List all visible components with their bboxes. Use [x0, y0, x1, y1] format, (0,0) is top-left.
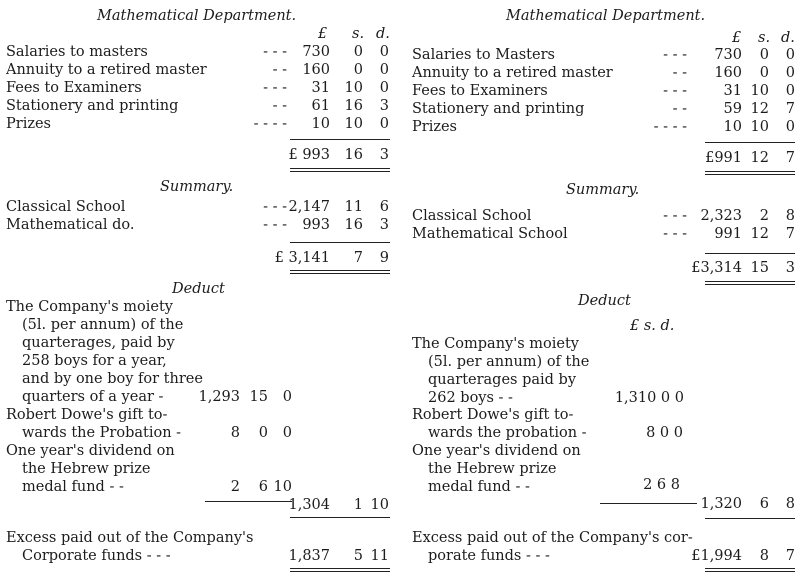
right-math-item-pence: 0 — [785, 65, 795, 81]
right-math-item-shillings: 10 — [750, 119, 769, 135]
left-math-total-shillings: 16 — [344, 147, 363, 163]
right-math-item-pounds: 31 — [723, 83, 742, 99]
left-moiety-line: quarters of a year - — [22, 389, 164, 405]
right-dividend-line: medal fund - - — [428, 479, 530, 495]
left-math-item-shillings: 16 — [344, 98, 363, 114]
left-header-shillings: s. — [352, 26, 365, 42]
left-math-item-dashes: - - - - — [253, 116, 287, 132]
left-excess-pence: 11 — [370, 548, 389, 564]
right-dividend-amount: 2 6 8 — [643, 477, 680, 493]
right-math-total-shillings: 12 — [750, 150, 769, 166]
left-excess-line: Corporate funds - - - — [22, 548, 171, 564]
right-math-item-label: Salaries to Masters — [412, 47, 555, 63]
right-moiety-line: (5l. per annum) of the — [428, 354, 590, 370]
right-summary-item-dashes: - - - — [663, 226, 687, 242]
right-math-item-dashes: - - - - — [653, 119, 687, 135]
right-math-total-pounds: £991 — [705, 150, 742, 166]
right-math-total-pence: 7 — [785, 150, 795, 166]
right-math-heading: Mathematical Department. — [506, 8, 706, 24]
left-math-item-pounds: 160 — [302, 62, 330, 78]
left-math-item-label: Stationery and printing — [6, 98, 179, 114]
left-math-item-pence: 3 — [379, 98, 389, 114]
left-math-item-pounds: 10 — [311, 116, 330, 132]
right-math-item-shillings: 0 — [759, 65, 769, 81]
right-excess-rule — [705, 568, 795, 569]
right-math-item-dashes: - - - — [663, 47, 687, 63]
right-math-item-label: Stationery and printing — [412, 101, 585, 117]
right-excess-rule — [705, 571, 795, 572]
left-math-total-rule — [290, 171, 390, 172]
right-deduct-total-pence: 8 — [785, 496, 795, 512]
right-deduct-total-rule — [705, 518, 795, 519]
right-dowe-line: wards the probation - — [428, 425, 587, 441]
left-math-item-shillings: 0 — [353, 62, 363, 78]
left-dividend-line: One year's dividend on — [6, 443, 175, 459]
right-math-item-label: Fees to Examiners — [412, 83, 548, 99]
left-math-item-dashes: - - - — [263, 44, 287, 60]
left-deduct-total-pence: 10 — [370, 497, 389, 513]
left-math-item-pounds: 61 — [311, 98, 330, 114]
right-dividend-line: One year's dividend on — [412, 443, 581, 459]
right-moiety-amount: 1,310 0 0 — [614, 390, 684, 406]
left-math-item-pence: 0 — [379, 116, 389, 132]
left-math-item-dashes: - - — [272, 62, 287, 78]
left-math-rule — [290, 139, 390, 140]
right-math-item-label: Annuity to a retired master — [412, 65, 613, 81]
left-header-pence: d. — [376, 26, 390, 42]
right-header-pound: £ — [732, 30, 742, 46]
right-summary-item-pounds: 2,323 — [700, 208, 742, 224]
left-excess-line: Excess paid out of the Company's — [6, 530, 254, 546]
right-deduct-total-shillings: 6 — [759, 496, 769, 512]
right-summary-item-pence: 8 — [785, 208, 795, 224]
right-moiety-line: quarterages paid by — [428, 372, 577, 388]
left-dowe-line: wards the Probation - — [22, 425, 182, 441]
left-excess-rule — [290, 568, 390, 569]
left-math-item-pence: 0 — [379, 44, 389, 60]
left-math-item-pence: 0 — [379, 80, 389, 96]
right-moiety-line: The Company's moiety — [412, 336, 579, 352]
left-deduct-total-shillings: 1 — [353, 497, 363, 513]
right-deduct-heading: Deduct — [578, 293, 631, 309]
left-summary-item-shillings: 16 — [344, 217, 363, 233]
left-dowe-line: Robert Dowe's gift to- — [6, 407, 168, 423]
right-deduct-currency: £ s. d. — [630, 318, 675, 334]
left-math-item-dashes: - - - — [263, 80, 287, 96]
right-excess-pence: 7 — [785, 548, 795, 564]
right-math-item-pounds: 59 — [723, 101, 742, 117]
left-moiety-line: quarterages, paid by — [22, 335, 175, 351]
right-summary-heading: Summary. — [566, 182, 640, 198]
right-summary-total-rule — [705, 281, 795, 282]
right-summary-item-shillings: 2 — [759, 208, 769, 224]
left-dividend-shillings: 6 — [258, 479, 268, 495]
left-dividend-pence: 10 — [273, 479, 292, 495]
right-excess-line: Excess paid out of the Company's cor- — [412, 530, 693, 546]
right-math-rule — [705, 142, 795, 143]
right-math-item-dashes: - - — [672, 65, 687, 81]
left-summary-total-rule — [290, 273, 390, 274]
left-deduct-total-rule — [290, 517, 390, 518]
left-moiety-line: and by one boy for three — [22, 371, 203, 387]
left-math-heading: Mathematical Department. — [97, 8, 297, 24]
right-deduct-total-pounds: 1,320 — [700, 496, 742, 512]
left-dowe-pence: 0 — [282, 425, 292, 441]
left-dowe-pounds: 8 — [230, 425, 240, 441]
right-math-item-shillings: 12 — [750, 101, 769, 117]
right-header-pence: d. — [781, 30, 795, 46]
left-summary-heading: Summary. — [160, 179, 234, 195]
right-summary-total-pounds: £3,314 — [691, 260, 742, 276]
right-math-item-label: Prizes — [412, 119, 457, 135]
right-math-total-rule — [705, 171, 795, 172]
left-summary-total-rule — [290, 270, 390, 271]
left-summary-item-label: Classical School — [6, 199, 126, 215]
right-moiety-line: 262 boys - - — [428, 390, 513, 406]
right-dowe-line: Robert Dowe's gift to- — [412, 407, 574, 423]
left-moiety-shillings: 15 — [249, 389, 268, 405]
left-dividend-line: medal fund - - — [22, 479, 124, 495]
left-moiety-line: 258 boys for a year, — [22, 353, 167, 369]
left-dividend-line: the Hebrew prize — [22, 461, 151, 477]
left-moiety-pounds: 1,293 — [198, 389, 240, 405]
left-summary-total-pounds: £ 3,141 — [274, 250, 330, 266]
right-summary-rule — [705, 253, 795, 254]
right-summary-item-label: Classical School — [412, 208, 532, 224]
right-math-item-dashes: - - - — [663, 83, 687, 99]
left-math-total-rule — [290, 168, 390, 169]
left-summary-total-shillings: 7 — [353, 250, 363, 266]
right-math-item-pounds: 160 — [714, 65, 742, 81]
left-math-item-shillings: 0 — [353, 44, 363, 60]
left-deduct-total-pounds: 1,304 — [288, 497, 330, 513]
right-math-item-pounds: 10 — [723, 119, 742, 135]
left-math-item-label: Salaries to masters — [6, 44, 148, 60]
right-summary-total-pence: 3 — [785, 260, 795, 276]
right-summary-item-pence: 7 — [785, 226, 795, 242]
left-summary-rule — [290, 242, 390, 243]
left-math-item-pence: 0 — [379, 62, 389, 78]
right-summary-total-shillings: 15 — [750, 260, 769, 276]
left-summary-item-shillings: 11 — [344, 199, 363, 215]
left-summary-item-pounds: 993 — [302, 217, 330, 233]
left-summary-item-pence: 6 — [379, 199, 389, 215]
right-dividend-line: the Hebrew prize — [428, 461, 557, 477]
left-summary-total-pence: 9 — [379, 250, 389, 266]
right-summary-total-rule — [705, 284, 795, 285]
left-math-item-label: Fees to Examiners — [6, 80, 142, 96]
right-excess-pounds: £1,994 — [691, 548, 742, 564]
left-dividend-pounds: 2 — [230, 479, 240, 495]
left-header-pound: £ — [318, 26, 328, 42]
left-math-total-pence: 3 — [379, 147, 389, 163]
left-summary-item-dashes: - - - — [263, 199, 287, 215]
left-deduct-heading: Deduct — [172, 281, 225, 297]
right-math-item-pence: 0 — [785, 47, 795, 63]
right-excess-shillings: 8 — [759, 548, 769, 564]
left-math-item-pounds: 730 — [302, 44, 330, 60]
right-header-shillings: s. — [758, 30, 771, 46]
left-summary-item-dashes: - - - — [263, 217, 287, 233]
left-moiety-pence: 0 — [282, 389, 292, 405]
left-math-item-pounds: 31 — [311, 80, 330, 96]
left-math-item-label: Annuity to a retired master — [6, 62, 207, 78]
left-moiety-line: The Company's moiety — [6, 299, 173, 315]
right-math-item-pounds: 730 — [714, 47, 742, 63]
left-math-item-shillings: 10 — [344, 80, 363, 96]
right-math-item-pence: 0 — [785, 83, 795, 99]
left-math-total-pounds: £ 993 — [288, 147, 330, 163]
left-excess-shillings: 5 — [353, 548, 363, 564]
left-summary-item-label: Mathematical do. — [6, 217, 135, 233]
left-excess-rule — [290, 571, 390, 572]
right-math-item-shillings: 10 — [750, 83, 769, 99]
left-excess-pounds: 1,837 — [288, 548, 330, 564]
right-math-item-dashes: - - — [672, 101, 687, 117]
right-summary-item-pounds: 991 — [714, 226, 742, 242]
left-summary-item-pence: 3 — [379, 217, 389, 233]
left-math-item-label: Prizes — [6, 116, 51, 132]
right-math-total-rule — [705, 174, 795, 175]
left-summary-item-pounds: 2,147 — [288, 199, 330, 215]
right-summary-item-label: Mathematical School — [412, 226, 568, 242]
right-excess-line: porate funds - - - — [428, 548, 550, 564]
right-math-item-shillings: 0 — [759, 47, 769, 63]
right-summary-item-shillings: 12 — [750, 226, 769, 242]
right-dowe-amount: 8 0 0 — [646, 425, 683, 441]
left-moiety-line: (5l. per annum) of the — [22, 317, 184, 333]
right-math-item-pence: 7 — [785, 101, 795, 117]
right-math-item-pence: 0 — [785, 119, 795, 135]
left-dowe-shillings: 0 — [258, 425, 268, 441]
left-math-item-dashes: - - — [272, 98, 287, 114]
left-math-item-shillings: 10 — [344, 116, 363, 132]
right-summary-item-dashes: - - - — [663, 208, 687, 224]
